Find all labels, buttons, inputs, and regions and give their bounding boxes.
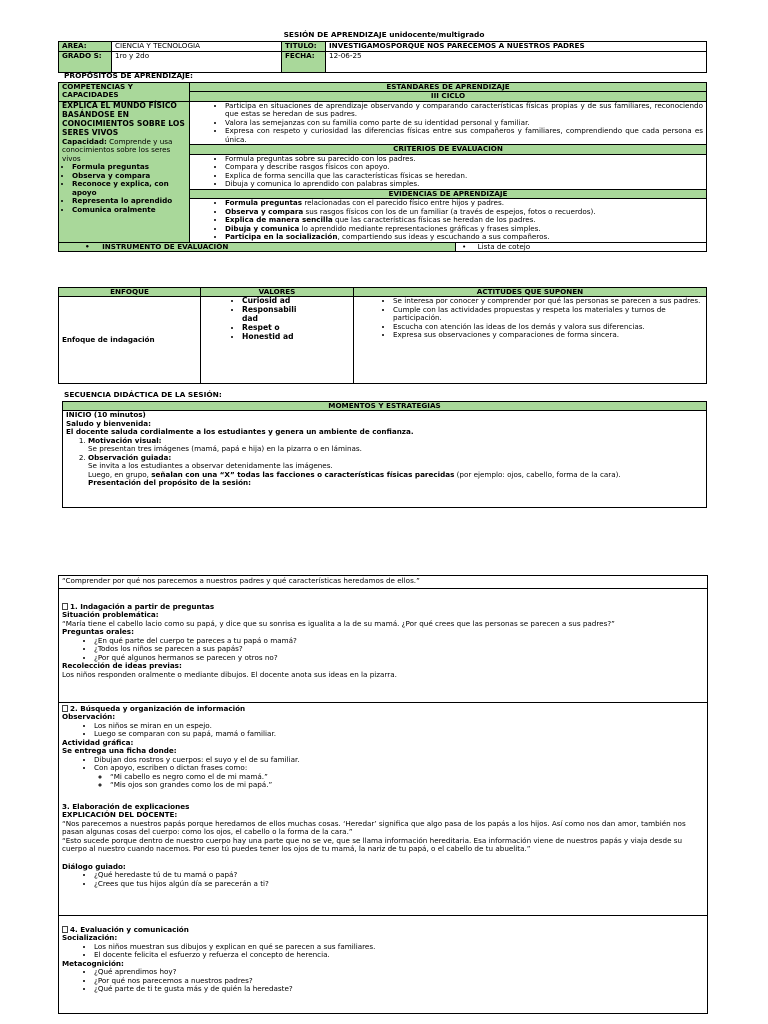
s4-meta-item: • ¿Qué parte de ti te gusta más y de quién la heredaste? <box>94 985 704 993</box>
s3-item: • ¿Qué heredaste tú de tu mamá o papá? <box>94 871 704 879</box>
capacidad-label: Capacidad: <box>62 136 107 146</box>
inicio-cell <box>63 411 707 508</box>
presentacion-title: Presentación del propósito de la sesión: <box>88 478 251 488</box>
evidencia-item: • Formula preguntas relacionadas con el parecido físico entre hijos y padres. <box>225 199 703 207</box>
s2-actividad: Actividad gráfica: <box>62 737 134 747</box>
instrumento-value: • Lista de cotejo <box>455 243 706 251</box>
s1-situacion: Situación problemática: <box>62 610 159 620</box>
s4-title: 4. Evaluación y comunicación <box>62 926 704 934</box>
evidencias-header: EVIDENCIAS DE APRENDIZAJE <box>190 189 707 198</box>
actitudes-cell <box>354 297 707 384</box>
titulo-value: INVESTIGAMOSPORQUE NOS PARECEMOS A NUESTROS PADRES <box>326 42 707 52</box>
s3-paragraph: “Nos parecemos a nuestros papás porque heredamos de ellos muchas cosas. ‘Heredar’ significa que algo pasa de los papás a los hijos. Así como nos dan amor, también nos pasan algunas cosas del cuerpo: como los ojos, el cabello o la forma de la cara.” <box>62 818 686 837</box>
area-value: CIENCIA Y TECNOLOGIA <box>112 42 282 52</box>
titulo-label: TITULO: <box>282 42 326 52</box>
propositos-heading: PROPÓSITOS DE APRENDIZAJE: <box>64 71 193 80</box>
s1-list <box>62 637 704 662</box>
busqueda-box <box>58 702 708 916</box>
evidencias-list <box>193 199 703 241</box>
evidencia-item: • Participa en la socialización, compartiendo sus ideas y escuchando a sus compañeros. <box>225 233 703 241</box>
propositos-table <box>58 82 707 252</box>
criterios-cell <box>190 154 707 189</box>
estandares-header: ESTÁNDARES DE APRENDIZAJE <box>190 83 707 92</box>
secuencia-table <box>62 401 707 508</box>
s2-ficha: Se entrega una ficha donde: <box>62 746 177 756</box>
criterio-item: • Dibuja y comunica lo aprendido con palabras simples. <box>225 180 703 188</box>
criterio-item: • Formula preguntas sobre su parecido con los padres. <box>225 155 703 163</box>
inicio-step <box>88 437 703 454</box>
s2-obs-list <box>62 722 704 739</box>
evidencia-item: • Dibuja y comunica lo aprendido mediante representaciones gráficas y frases simples. <box>225 225 703 233</box>
ciclo-header: III CICLO <box>190 92 707 101</box>
valor-item: • Honestid ad <box>242 333 306 342</box>
s1-item: • ¿Por qué algunos hermanos se parecen y otros no? <box>94 654 704 662</box>
s4-metacognicion: Metacognición: <box>62 958 124 968</box>
capacidad-item: • Representa lo aprendido <box>72 197 186 205</box>
fecha-label: FECHA: <box>282 52 326 73</box>
s2-title: 2. Búsqueda y organización de información <box>62 705 704 713</box>
grado-value: 1ro y 2do <box>112 52 282 73</box>
purpose-quote: “Comprender por qué nos parecemos a nuestros padres y qué características heredamos de ellos.” <box>62 576 420 585</box>
s4-meta-item: • ¿Por qué nos parecemos a nuestros padres? <box>94 977 704 985</box>
observacion-text: Luego, en grupo, señalan con una “X” todas las facciones o características físicas parecidas (por ejemplo: ojos, cabello, forma de la cara). <box>88 469 621 479</box>
enfoque-header: ENFOQUE <box>59 288 201 297</box>
placeholder-square-icon <box>62 603 68 610</box>
s2-ficha-item: • Dibujan dos rostros y cuerpos: el suyo y el de su familiar. <box>94 756 704 764</box>
momentos-header: MOMENTOS Y ESTRATEGIAS <box>63 402 707 411</box>
s2-frase-item: ◦ “Mis ojos son grandes como los de mi papá.” <box>110 781 704 789</box>
actitud-item: • Cumple con las actividades propuestas y respeta los materiales y turnos de participación. <box>393 306 703 323</box>
estandares-list <box>193 102 703 144</box>
valores-cell <box>201 297 354 384</box>
inicio-step <box>88 454 703 488</box>
s3-dialogo: Diálogo guiado: <box>62 861 126 871</box>
s1-recoleccion-text: Los niños responden oralmente o mediante dibujos. El docente anota sus ideas en la pizarra. <box>62 669 397 679</box>
s1-item: • ¿En qué parte del cuerpo te pareces a tu papá o mamá? <box>94 637 704 645</box>
document-title: SESIÓN DE APRENDIZAJE unidocente/multigrado <box>283 30 485 39</box>
s2-ficha-list <box>62 756 704 773</box>
area-label: AREA: <box>59 42 112 52</box>
estandares-cell <box>190 101 707 144</box>
observacion-text: Se invita a los estudiantes a observar detenidamente las imágenes. <box>88 461 333 471</box>
s2-ficha-item: • Con apoyo, escriben o dictan frases como: <box>94 764 704 772</box>
s4-soc-list <box>62 943 704 960</box>
s2-frase-item: ◦ “Mi cabello es negro como el de mi mamá.” <box>110 773 704 781</box>
header-table <box>58 41 707 73</box>
s1-recoleccion: Recolección de ideas previas: <box>62 661 182 671</box>
s4-soc-item: • Los niños muestran sus dibujos y explican en qué se parecen a sus familiares. <box>94 943 704 951</box>
evaluacion-box <box>58 915 708 1014</box>
saludo-text: El docente saluda cordialmente a los estudiantes y genera un ambiente de confianza. <box>66 427 414 437</box>
evidencia-item: • Explica de manera sencilla que las características físicas se heredan de los padres. <box>225 216 703 224</box>
valor-item: • Curiosid ad <box>242 297 306 306</box>
s1-preguntas: Preguntas orales: <box>62 627 134 637</box>
capacidades-list <box>62 163 186 214</box>
s2-frases-list <box>62 773 704 790</box>
capacidad-item: • Observa y compara <box>72 172 186 180</box>
s3-title: 3. Elaboración de explicaciones <box>62 801 190 811</box>
evidencias-cell <box>190 199 707 242</box>
actitudes-header: ACTITUDES QUE SUPONEN <box>354 288 707 297</box>
indagacion-box <box>58 588 708 703</box>
s4-meta-item: • ¿Qué aprendimos hoy? <box>94 968 704 976</box>
purpose-quote-box <box>58 575 708 589</box>
actitudes-list <box>357 297 703 339</box>
motivacion-title: 1. Motivación visual: <box>88 435 162 445</box>
actitud-item: • Escucha con atención las ideas de los demás y valora sus diferencias. <box>393 323 703 331</box>
s1-item: • ¿Todos los niños se parecen a sus papás? <box>94 645 704 653</box>
valores-list <box>204 297 350 342</box>
actitud-item: • Expresa sus observaciones y comparaciones de forma sincera. <box>393 331 703 339</box>
s3-expl: EXPLICACIÓN DEL DOCENTE: <box>62 810 178 820</box>
s4-meta-list <box>62 968 704 993</box>
instrumento-row <box>59 242 707 251</box>
secuencia-heading: SECUENCIA DIDÁCTICA DE LA SESIÓN: <box>64 390 222 399</box>
capacidad-item: • Reconoce y explica, con apoyo <box>72 180 186 197</box>
estandar-item: • Expresa con respeto y curiosidad las diferencias físicas entre sus compañeros y familiares, comprendiendo que cada persona es única. <box>225 127 703 144</box>
capacidad-text: Comprende y usa conocimientos sobre los seres vivos <box>62 136 173 163</box>
capacidad-item: • Formula preguntas <box>72 163 186 171</box>
inicio-title: INICIO (10 minutos) <box>66 410 146 420</box>
competencia-cell <box>59 101 190 242</box>
s3-list <box>62 871 704 888</box>
placeholder-square-icon <box>62 705 68 712</box>
competencia-text: EXPLICA EL MUNDO FÍSICO BASÁNDOSE EN CONOCIMIENTOS SOBRE LOS SERES VIVOS <box>62 100 185 137</box>
criterios-header: CRITERIOS DE EVALUACIÓN <box>190 145 707 154</box>
motivacion-text: Se presentan tres imágenes (mamá, papá e hija) en la pizarra o en láminas. <box>88 444 362 454</box>
enfoque-name: Enfoque de indagación <box>59 297 201 384</box>
valores-header: VALORES <box>201 288 354 297</box>
s3-item: • ¿Crees que tus hijos algún día se parecerán a ti? <box>94 880 704 888</box>
evidencia-item: • Observa y compara sus rasgos físicos con los de un familiar (a través de espejos, fotos o recuerdos). <box>225 208 703 216</box>
s4-socializacion: Socialización: <box>62 933 118 943</box>
valor-item: • Respet o <box>242 324 306 333</box>
estandar-item: • Participa en situaciones de aprendizaje observando y comparando características físicas propias y de sus familiares, reconociendo que estas se heredan de sus padres. <box>225 102 703 119</box>
s4-soc-item: • El docente felicita el esfuerzo y refuerza el concepto de herencia. <box>94 951 704 959</box>
s2-obs-item: • Luego se comparan con su papá, mamá o familiar. <box>94 730 704 738</box>
valor-item: • Responsabili dad <box>242 306 306 324</box>
s1-quote: “María tiene el cabello lacio como su papá, y dice que su sonrisa es igualita a la de su mamá. ¿Por qué crees que las personas se parecen a sus padres?” <box>62 618 615 628</box>
competencias-header: COMPETENCIAS Y CAPACIDADES <box>59 83 190 102</box>
criterios-list <box>193 155 703 189</box>
fecha-value: 12-06-25 <box>326 52 707 73</box>
estandar-item: • Valora las semejanzas con su familia como parte de su identidad personal y familiar. <box>225 119 703 127</box>
saludo-title: Saludo y bienvenida: <box>66 418 151 428</box>
criterio-item: • Compara y describe rasgos físicos con apoyo. <box>225 163 703 171</box>
placeholder-square-icon <box>62 926 68 933</box>
instrumento-label: • INSTRUMENTO DE EVALUACIÓN <box>85 241 229 251</box>
enfoque-table <box>58 287 707 384</box>
grado-label: GRADO S: <box>59 52 112 73</box>
s2-observacion: Observación: <box>62 712 116 722</box>
s1-title: 1. Indagación a partir de preguntas <box>62 603 704 611</box>
s2-obs-item: • Los niños se miran en un espejo. <box>94 722 704 730</box>
actitud-item: • Se interesa por conocer y comprender por qué las personas se parecen a sus padres. <box>393 297 703 305</box>
capacidad-item: • Comunica oralmente <box>72 206 186 214</box>
s3-paragraph: “Esto sucede porque dentro de nuestro cuerpo hay una parte que no se ve, que se llama información hereditaria. Esa información viene de nuestros papás y viaja desde su cuerpo al nuestro cuando nacemos. Por eso tú puedes tener los ojos de tu mamá, la nariz de tu papá, o el cabello de tu abuelita.” <box>62 835 683 854</box>
criterio-item: • Explica de forma sencilla que las características físicas se heredan. <box>225 172 703 180</box>
inicio-steps <box>66 437 703 488</box>
observacion-title: 2. Observación guiada: <box>88 452 172 462</box>
